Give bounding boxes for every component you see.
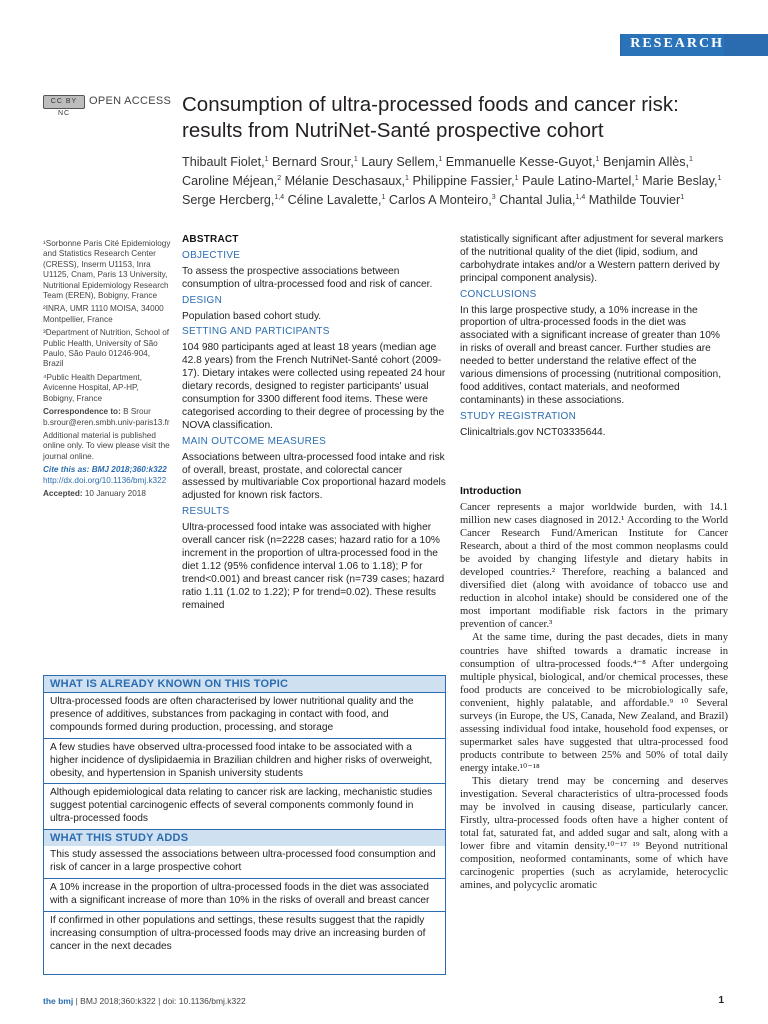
author[interactable]: Serge Hercberg, bbox=[182, 193, 275, 208]
affiliation: ³Department of Nutrition, School of Public Health, University of São Paulo, São Paulo 01246-904, Brazil bbox=[43, 328, 170, 369]
journal-logo: the bmj bbox=[43, 996, 74, 1006]
abstract-heading: ABSTRACT bbox=[182, 234, 239, 245]
abstract-results-heading: RESULTS bbox=[182, 506, 230, 518]
abstract-conclusions-heading: CONCLUSIONS bbox=[460, 288, 537, 300]
accepted-date: 10 January 2018 bbox=[84, 488, 146, 498]
author[interactable]: Paule Latino-Martel, bbox=[522, 174, 635, 189]
author[interactable]: Emmanuelle Kesse-Guyot, bbox=[445, 155, 596, 170]
author-list: Thibault Fiolet,$^1$ Bernard Srour,$^1$ Laury Sellem,$^1$ Emmanuelle Kesse-Guyot,$^1$ Benjamin Allès,$^1$ Caroline Méjean,$^2$ Mélanie Deschasaux,$^1$ Philippine Fassier,$^1$ Paule Latino-Martel,$^1$ Marie Beslay,$^1$ Serge Hercberg,$^{1,4}$ Céline Lavalette,$^1$ Carlos A Monteiro,$^3$ Chantal Julia,$^{1,4}$ Mathilde Touvier$^1$ bbox=[182, 155, 722, 208]
author[interactable]: Marie Beslay, bbox=[642, 174, 718, 189]
intro-paragraph: This dietary trend may be concerning and deserves investigation. Several characteristics of ultra-processed foods may be involved in causing disease, particularly cancer. Firstly, ultra-processed foods often have a higher content of total fat, saturated fat, and added sugar and salt, along with a lower fibre and vitamin density.¹⁰⁻¹⁷ ¹⁹ Beyond nutritional composition, neoformed contaminants, some of which have carcinogenic properties (such as acrylamide, heterocyclic amines, and polycyclic aromatic bbox=[460, 775, 728, 892]
affiliations-sidebar bbox=[43, 239, 171, 502]
adds-heading: WHAT THIS STUDY ADDS bbox=[44, 829, 445, 846]
header-bar-gap bbox=[0, 34, 620, 56]
abstract-registration-heading: STUDY REGISTRATION bbox=[460, 410, 577, 422]
author[interactable]: Philippine Fassier, bbox=[412, 174, 515, 189]
author[interactable]: Thibault Fiolet, bbox=[182, 155, 265, 170]
footer-citation: | BMJ 2018;360:k322 | doi: 10.1136/bmj.k322 bbox=[75, 996, 246, 1006]
section-label: RESEARCH bbox=[630, 36, 724, 51]
adds-item: A 10% increase in the proportion of ultra-processed foods in the diet was associated with a significant increase of more than 10% in the risks of overall and breast cancer bbox=[44, 878, 445, 911]
additional-material-note: Additional material is published online only. To view please visit the journal online. bbox=[43, 430, 170, 461]
article-title: Consumption of ultra-processed foods and cancer risk: results from NutriNet-Santé prospective cohort bbox=[182, 93, 679, 142]
doi-link[interactable]: http://dx.doi.org/10.1136/bmj.k322 bbox=[43, 475, 167, 485]
abstract-objective: To assess the prospective associations between consumption of ultra-processed food and risk of cancer. bbox=[182, 265, 433, 290]
author[interactable]: Benjamin Allès, bbox=[602, 155, 690, 170]
abstract-outcome-heading: MAIN OUTCOME MEASURES bbox=[182, 435, 327, 447]
citation-info bbox=[43, 465, 171, 486]
known-heading: WHAT IS ALREADY KNOWN ON THIS TOPIC bbox=[44, 676, 445, 692]
adds-item: If confirmed in other populations and settings, these results suggest that the rapidly increasing consumption of ultra-processed foods may drive an increasing burden of cancer in the next decades bbox=[44, 911, 445, 957]
open-access-label: OPEN ACCESS bbox=[89, 95, 172, 107]
adds-item: This study assessed the associations between ultra-processed food consumption and risk of cancer in a large prospective cohort bbox=[50, 849, 436, 874]
author[interactable]: Laury Sellem, bbox=[361, 155, 439, 170]
known-item: Although epidemiological data relating to cancer risk are lacking, mechanistic studies suggest potential carcinogenic effects of several components commonly found in ultra-processed foods bbox=[44, 783, 445, 829]
cc-license-icon: CC BY NC bbox=[43, 95, 85, 109]
affiliation: ⁴Public Health Department, Avicenne Hospital, AP-HP, Bobigny, France bbox=[43, 372, 143, 403]
known-item: A few studies have observed ultra-processed food intake to be associated with a higher incidence of dyslipidaemia in Brazilian children and higher risks of overweight, obesity, and hypertension in Spanish university students bbox=[44, 738, 445, 784]
abstract-design-heading: DESIGN bbox=[182, 294, 223, 306]
abstract-setting: 104 980 participants aged at least 18 years (median age 42.8 years) from the French NutriNet-Santé cohort (2009-17). Dietary intakes were collected using repeated 24 hour dietary records, designed to register participants' usual consumption for 3300 different food items. These were categorised according to their degree of processing by the NOVA classification. bbox=[182, 342, 446, 431]
abstract-column-2 bbox=[460, 234, 728, 443]
summary-box bbox=[43, 675, 446, 975]
affiliation: ²INRA, UMR 1110 MOISA, 34000 Montpellier, France bbox=[43, 304, 164, 324]
abstract-results-continued: statistically significant after adjustment for several markers of the nutritional quality of the diet (lipid, sodium, and carbohydrate intakes and/or a Western pattern derived by principal component analysis). bbox=[460, 234, 724, 284]
correspondence-email[interactable]: b.srour@eren.smbh.univ-paris13.fr bbox=[43, 417, 170, 427]
abstract-setting-heading: SETTING AND PARTICIPANTS bbox=[182, 326, 330, 338]
cite-ref: BMJ 2018;360:k322 bbox=[91, 465, 167, 475]
correspondence-name: B Srour bbox=[123, 407, 151, 417]
page-number: 1 bbox=[718, 995, 724, 1006]
introduction-heading: Introduction bbox=[460, 485, 522, 497]
accepted-info bbox=[43, 489, 171, 499]
abstract-design: Population based cohort study. bbox=[182, 310, 322, 322]
intro-paragraph: Cancer represents a major worldwide burden, with 14.1 million new cases diagnosed in 2012.¹ According to the World Cancer Research Fund/American Institute for Cancer Research, about a third of the most common neoplasms could be avoided by changing lifestyle and dietary habits in developed countries.² Therefore, reaching a balanced and diversified diet (along with avoidance of tobacco use and reduction in alcohol intake) should be considered one of the most important modifiable risk factors in the primary prevention of cancer.³ bbox=[460, 502, 728, 631]
abstract-results: Ultra-processed food intake was associated with higher overall cancer risk (n=2228 cases; hazard ratio for a 10% increment in the proportion of ultra-processed food in the diet 1.12 (95% confidence interval 1.06 to 1.18); P for trend<0.001) and breast cancer risk (n=739 cases; hazard ratio 1.11 (1.02 to 1.22); P for trend=0.02). These results remained bbox=[182, 522, 445, 611]
abstract-registration: Clinicaltrials.gov NCT03335644. bbox=[460, 426, 606, 438]
abstract-conclusions: In this large prospective study, a 10% increase in the proportion of ultra-processed foods in the diet was associated with a significant increase of greater than 10% in risks of overall and breast cancer. Further studies are needed to better understand the relative effect of the various dimensions of processing (nutritional composition, food additives, contact materials, and neoformed contaminants) in these associations. bbox=[460, 304, 722, 406]
abstract-outcome: Associations between ultra-processed food intake and risk of overall, breast, prostate, and colorectal cancer assessed by multivariable Cox proportional hazard models adjusted for known risk factors. bbox=[182, 451, 446, 502]
cite-label: Cite this as: bbox=[43, 465, 90, 475]
author[interactable]: Chantal Julia, bbox=[499, 193, 576, 208]
author[interactable]: Céline Lavalette, bbox=[287, 193, 382, 208]
abstract-column-1 bbox=[182, 234, 446, 615]
page-footer bbox=[43, 996, 246, 1006]
accepted-label: Accepted: bbox=[43, 488, 83, 498]
correspondence bbox=[43, 407, 171, 428]
introduction-body bbox=[460, 501, 728, 892]
abstract-objective-heading: OBJECTIVE bbox=[182, 249, 241, 261]
author[interactable]: Mathilde Touvier bbox=[588, 193, 681, 208]
correspondence-label: Correspondence to: bbox=[43, 407, 121, 417]
intro-paragraph: At the same time, during the past decades, diets in many countries have shifted towards a dramatic increase in consumption of ultra-processed foods.⁴⁻⁸ After undergoing multiple physical, biological, and/or chemical processes, these food products are conceived to be microbiologically safe, convenient, highly palatable, and affordable.⁹ ¹⁰ Several surveys (in Europe, the US, Canada, New Zealand, and Brazil) assessing individual food intake, household food expenses, or supermarket sales have suggested that ultra-processed food products contribute to between 25% and 50% of total daily energy intake.¹⁰⁻¹⁸ bbox=[460, 632, 728, 774]
author[interactable]: Bernard Srour, bbox=[272, 155, 354, 170]
known-item: Ultra-processed foods are often characterised by lower nutritional quality and the presence of additives, substances from packaging in contact with food, and compounds formed during production, processing, and storage bbox=[44, 692, 445, 738]
affiliation: ¹Sorbonne Paris Cité Epidemiology and Statistics Research Center (CRESS), Inserm U1153, Inra U1125, Cnam, Paris 13 University, Nutritional Epidemiology Research Team (EREN), Bobigny, France bbox=[43, 239, 171, 301]
author[interactable]: Caroline Méjean, bbox=[182, 174, 278, 189]
author[interactable]: Mélanie Deschasaux, bbox=[284, 174, 406, 189]
author[interactable]: Carlos A Monteiro, bbox=[388, 193, 492, 208]
